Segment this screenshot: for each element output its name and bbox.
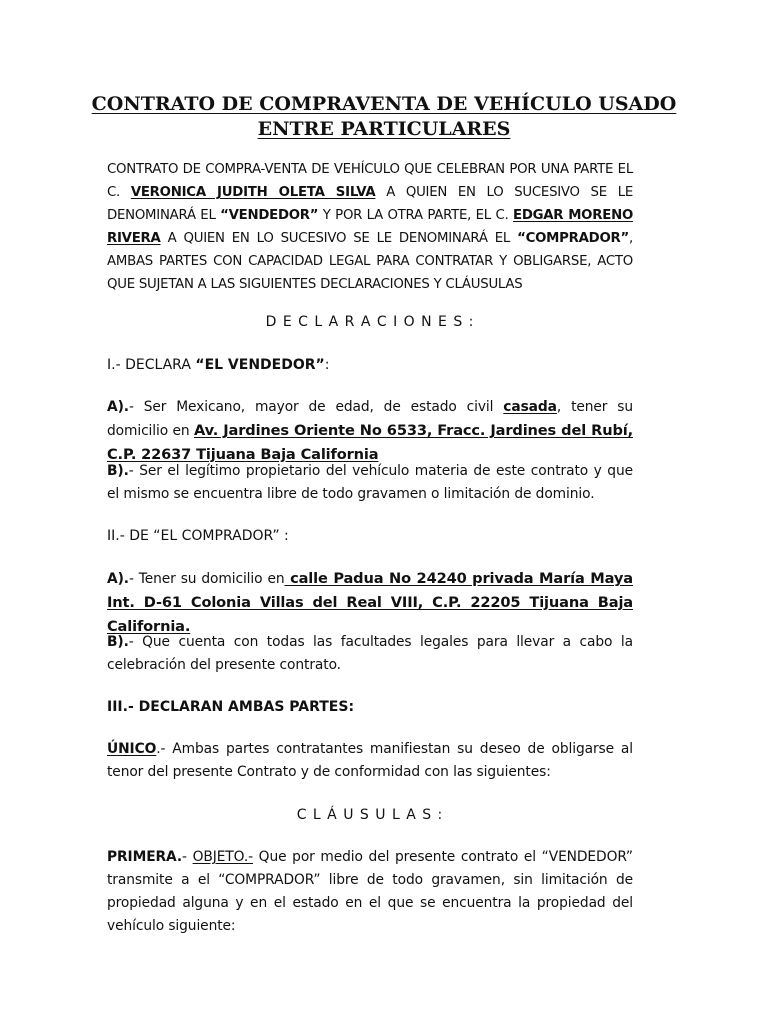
intro-text-2: A QUIEN EN LO SUCESIVO SE LE DENOMINARÁ EL: [107, 185, 633, 223]
clause-primera: [107, 846, 633, 938]
clausulas-heading: C L Á U S U L A S :: [296, 807, 444, 823]
section1-heading-role: “EL VENDEDOR”: [195, 357, 325, 373]
title-line-2: ENTRE PARTICULARES: [257, 118, 511, 140]
item-b-text: - Ser el legítimo propietario del vehículo materia de este contrato y que el mismo se encuentra libre de todo gravamen o limitación de dominio.: [107, 463, 633, 502]
objeto-label: OBJETO.-: [192, 849, 253, 865]
section1-heading-text: I.- DECLARA: [107, 357, 196, 373]
buyer-role: “COMPRADOR”: [517, 231, 630, 246]
section3-heading: III.- DECLARAN AMBAS PARTES:: [107, 699, 355, 715]
primera-text: Que por medio del presente contrato el “VENDEDOR” transmite a el “COMPRADOR” libre de todo gravamen, sin limitación de propiedad alguna y en el estado en el que se encuentra la propiedad del vehículo siguiente:: [107, 849, 633, 934]
seller-role: “VENDEDOR”: [220, 208, 319, 223]
item-a-text-1: - Ser Mexicano, mayor de edad, de estado civil: [128, 399, 504, 415]
unico-text: .- Ambas partes contratantes manifiestan su deseo de obligarse al tenor del presente Contrato y de conformidad con las siguientes:: [107, 741, 633, 780]
section2-item-b: [107, 631, 633, 677]
primera-dash: -: [182, 849, 193, 865]
section1-item-a: [107, 396, 633, 467]
section2-item-a: [107, 567, 633, 639]
intro-paragraph: [107, 158, 633, 296]
intro-text-3: Y POR LA OTRA PARTE, EL C.: [318, 208, 513, 223]
buyer-name: EDGAR MORENO RIVERA: [107, 208, 633, 246]
item-a-text-2: , tener su domicilio en: [107, 399, 633, 439]
buyer-address: calle Padua No 24240 privada María Maya Int. D-61 Colonia Villas del Real VIII, C.P. 22205 Tijuana Baja California.: [107, 570, 633, 635]
item-a-label: A).: [107, 399, 129, 415]
section1-heading: [107, 354, 633, 377]
unico-label: ÚNICO: [107, 741, 157, 757]
section2-a-label: A).: [107, 571, 129, 587]
section1-heading-colon: :: [324, 357, 330, 373]
document-title: [80, 92, 688, 142]
intro-text-4: A QUIEN EN LO SUCESIVO SE LE DENOMINARÁ EL: [160, 231, 518, 246]
seller-name: VERONICA JUDITH OLETA SILVA: [130, 185, 376, 200]
section1-item-b: [107, 460, 633, 506]
section2-heading: II.- DE “EL COMPRADOR” :: [107, 528, 289, 544]
section2-b-text: - Que cuenta con todas las facultades legales para llevar a cabo la celebración del presente contrato.: [107, 634, 633, 673]
item-b-label: B).: [107, 463, 129, 479]
primera-label: PRIMERA.: [107, 849, 183, 865]
intro-text-1: CONTRATO DE COMPRA-VENTA DE VEHÍCULO QUE CELEBRAN POR UNA PARTE EL C.: [107, 162, 633, 200]
seller-address: Av. Jardines Oriente No 6533, Fracc. Jardines del Rubí, C.P. 22637 Tijuana Baja California: [107, 422, 633, 463]
section3-unico: [107, 738, 633, 784]
intro-text-5: , AMBAS PARTES CON CAPACIDAD LEGAL PARA CONTRATAR Y OBLIGARSE, ACTO QUE SUJETAN A LAS SIGUIENTES DECLARACIONES Y CLÁUSULAS: [107, 231, 633, 292]
section2-a-text: - Tener su domicilio en: [128, 571, 285, 587]
title-line-1: CONTRATO DE COMPRAVENTA DE VEHÍCULO USADO: [91, 93, 677, 115]
civil-status: casada: [503, 399, 557, 415]
declaraciones-heading: D E C L A R A C I O N E S :: [265, 314, 475, 330]
section2-b-label: B).: [107, 634, 129, 650]
